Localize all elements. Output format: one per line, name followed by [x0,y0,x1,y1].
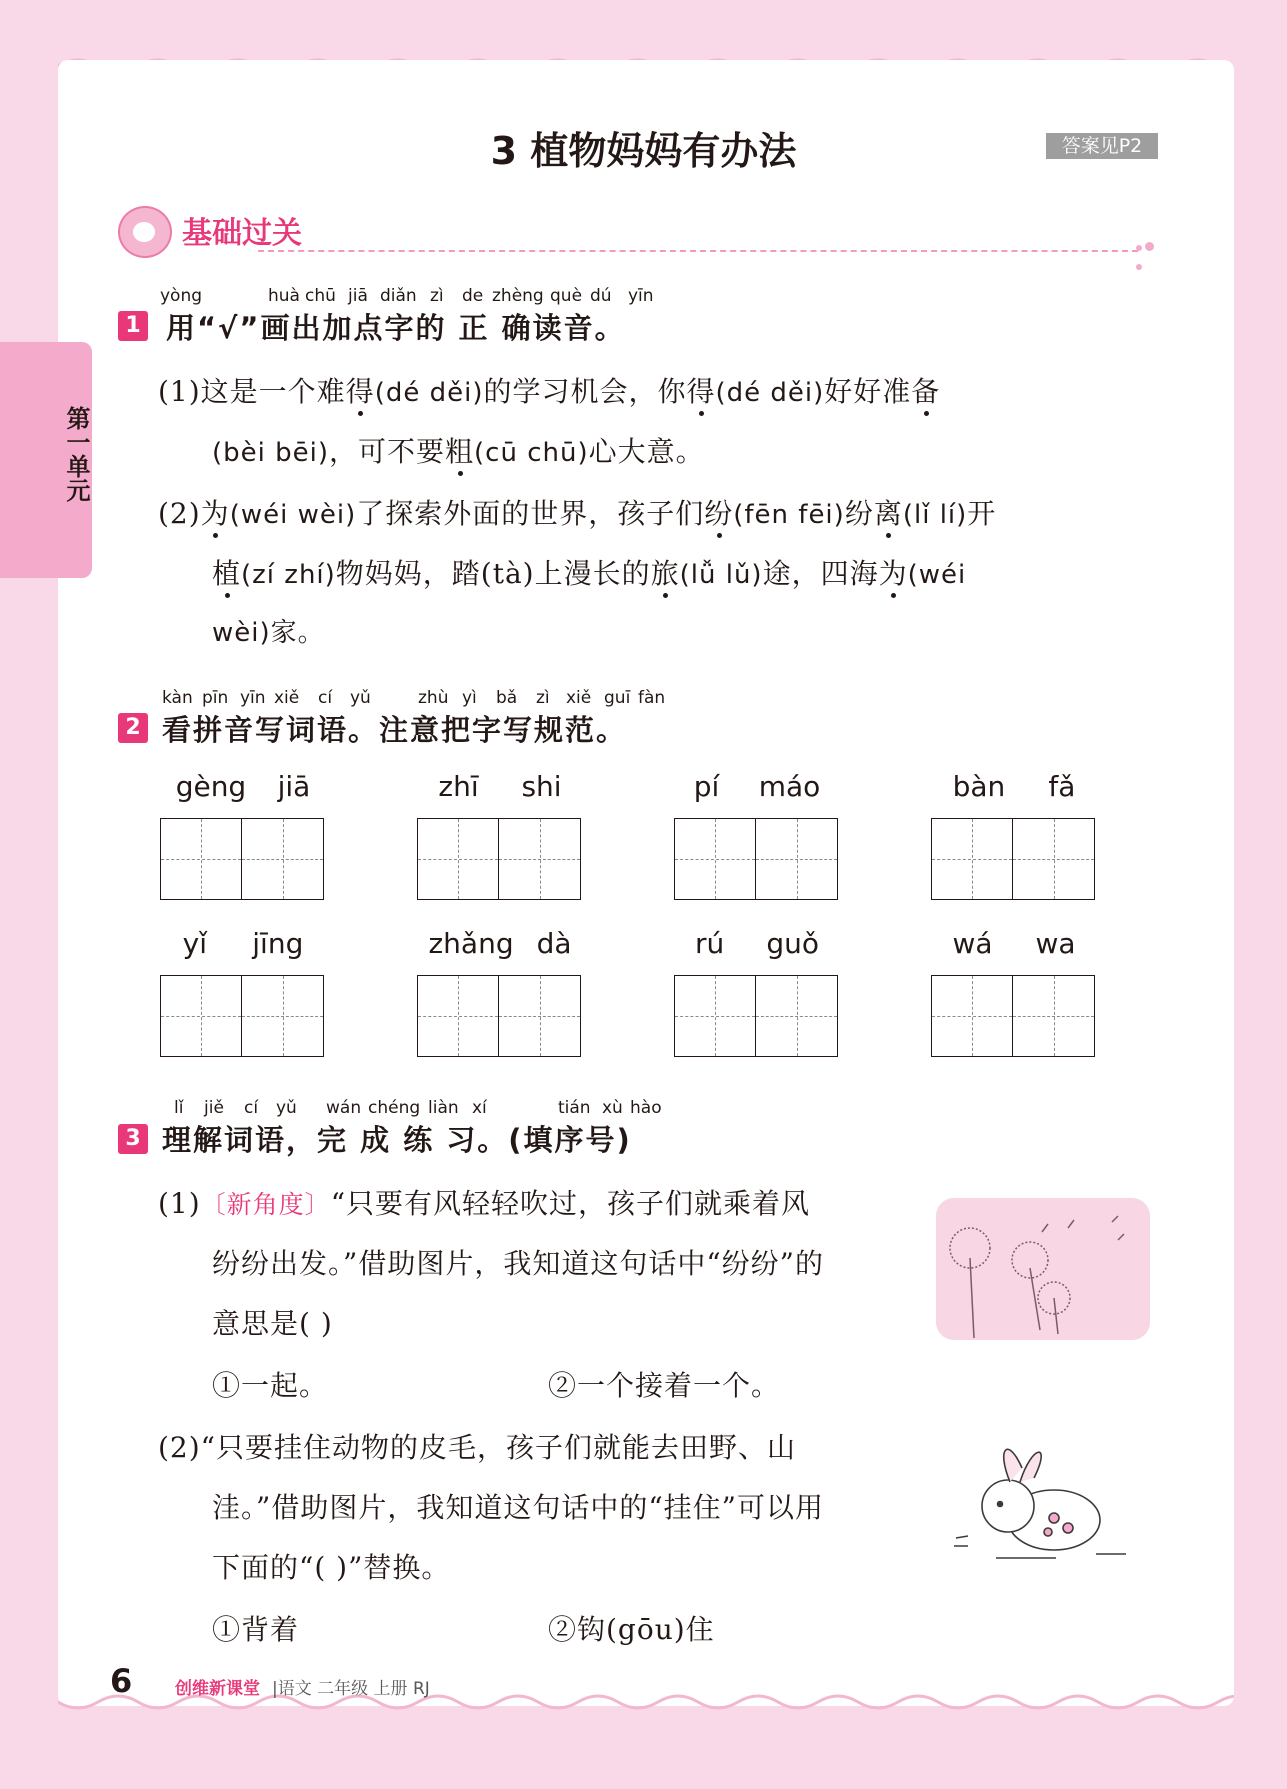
pinyin-choice[interactable]: (cū chū) [474,438,589,468]
q3-pinyin-6: chéng [368,1098,421,1118]
text: ，可不要 [329,435,446,468]
unit-side-tab [0,342,92,578]
q3-pinyin-10: xù [602,1098,623,1118]
tianzige-box[interactable] [931,818,1013,900]
pinyin-syllable: guǒ [766,927,819,960]
tianzige-box[interactable] [160,818,242,900]
text: (1)这是一个难 [158,375,346,408]
pinyin-syllable: wa [1035,927,1076,960]
tianzige-box[interactable] [499,818,581,900]
text: 好好准 [824,375,912,408]
q1-pinyin-8: zhèng [492,286,544,306]
q1-pinyin-1: yòng [160,286,203,306]
book-info: |语文 二年级 上册 RJ [272,1679,430,1699]
pinyin-syllable: máo [758,770,821,803]
pinyin-syllable: bàn [952,770,1006,803]
q3-pinyin-8: xí [472,1098,487,1118]
q1-pinyin-7: de [462,286,484,306]
question-1-prompt: 用“√”画出加点字的 正 确读音。 [166,311,626,345]
writing-grid-item[interactable] [931,770,1097,900]
q1-pinyin-5: diǎn [380,286,417,306]
q3-item2-answer-blank[interactable]: 下面的“( )”替换。 [212,1551,451,1584]
text: (2) [158,497,201,530]
writing-grid-item[interactable] [160,927,326,1057]
pinyin-choice[interactable]: (lǚ lǔ) [679,560,763,590]
q1-pinyin-4: jiā [348,286,368,306]
text: “只要有风轻轻吹过，孩子们就乘着风 [330,1187,811,1220]
tianzige-box[interactable] [242,975,324,1057]
text: 途，四海 [762,557,879,590]
q3-pinyin-11: hào [630,1098,662,1118]
dotted-char: 离 [873,497,903,530]
q3-pinyin-2: jiě [204,1098,224,1118]
writing-grid-item[interactable] [931,927,1097,1057]
pinyin-choice[interactable]: wèi)家。 [212,618,325,648]
question-number-1: 1 [118,311,148,341]
pinyin-choice[interactable]: (zí zhí) [241,560,336,590]
dandelion-illustration [936,1198,1150,1340]
pinyin-choice[interactable]: (wéi wèi) [229,500,357,530]
dotted-char: 为 [200,497,230,530]
q1-pinyin-11: yīn [628,286,654,306]
q1-item1-line1 [158,370,940,410]
pinyin-syllable: jiā [277,770,311,803]
q3-item1-option-2: ②一个接着一个。 [548,1369,781,1402]
q3-item2-option-2: ②钩(gōu)住 [548,1613,715,1646]
q1-item2-line3 [212,612,325,649]
tianzige-box[interactable] [756,818,838,900]
tianzige-box[interactable] [242,818,324,900]
text: (1) [158,1187,201,1220]
q3-pinyin-7: liàn [428,1098,459,1118]
section-divider [258,250,1138,252]
tianzige-box[interactable] [1013,818,1095,900]
decorative-dots-icon [1136,236,1158,274]
pinyin-syllable: dà [536,927,572,960]
text: 的学习机会，你 [483,375,687,408]
text: 开 [967,497,997,530]
rabbit-illustration [936,1428,1150,1578]
q2-pinyin-3: yīn [240,688,266,708]
writing-grid-item[interactable] [674,770,840,900]
dotted-char: 得 [345,375,375,408]
dotted-char: 粗 [445,435,475,468]
tianzige-box[interactable] [417,818,499,900]
question-number-2: 2 [118,713,148,743]
pinyin-choice[interactable]: (dé děi) [715,378,825,408]
tianzige-box[interactable] [160,975,242,1057]
pinyin-choice[interactable]: (fēn fēi) [733,500,845,530]
pinyin-syllable: jīng [252,927,304,960]
q2-pinyin-5: cí [318,688,333,708]
q2-pinyin-13: fàn [638,688,666,708]
q1-pinyin-9: què [550,286,583,306]
pinyin-choice[interactable]: (bèi bēi) [212,438,329,468]
q2-pinyin-12: guī [604,688,631,708]
pinyin-syllable: gèng [175,770,247,803]
q3-item1-line1 [158,1182,810,1222]
lesson-title: 3 植物妈妈有办法 [490,129,797,173]
answer-reference-badge: 答案见P2 [1046,133,1158,159]
tianzige-box[interactable] [499,975,581,1057]
section-label: 基础过关 [182,216,302,251]
text: 了探索外面的世界，孩子们 [356,497,705,530]
q2-pinyin-8: yì [462,688,477,708]
q3-item1-answer-blank[interactable]: 意思是( ) [212,1307,333,1340]
q2-pinyin-1: kàn [162,688,193,708]
q3-pinyin-5: wán [326,1098,362,1118]
q3-item2-line1: (2)“只要挂住动物的皮毛，孩子们就能去田野、山 [158,1431,796,1464]
pinyin-syllable: pí [693,770,720,803]
q1-pinyin-3: chū [305,286,336,306]
tianzige-box[interactable] [931,975,1013,1057]
tianzige-box[interactable] [674,818,756,900]
unit-label: 第一单元 [62,406,90,502]
writing-grid-item[interactable] [417,927,583,1057]
q3-pinyin-3: cí [244,1098,259,1118]
pinyin-choice[interactable]: (wéi [907,560,967,590]
question-2-prompt: 看拼音写词语。注意把字写规范。 [162,713,628,747]
pinyin-syllable: zhǎng [428,927,514,960]
section-header [118,202,1158,260]
question-3-prompt: 理解词语，完 成 练 习。(填序号) [162,1123,632,1157]
dotted-char: 植 [212,557,242,590]
q3-item2-option-1: ①背着 [212,1613,300,1646]
pinyin-choice[interactable]: (dé děi) [374,378,484,408]
pinyin-choice[interactable]: (lǐ lí) [902,500,968,530]
q1-pinyin-6: zì [430,286,444,306]
q1-pinyin-2: huà [268,286,300,306]
text: 纷 [844,497,874,530]
q1-item1-line2 [212,430,705,470]
text: 心大意。 [588,435,705,468]
new-angle-tag: 〔新角度〕 [200,1190,331,1219]
dotted-char: 备 [911,375,941,408]
q3-item1-option-1: ①一起。 [212,1369,329,1402]
q2-pinyin-2: pīn [202,688,229,708]
pinyin-syllable: zhī [438,770,479,803]
writing-grid-item[interactable] [160,770,326,900]
text: 物妈妈，踏(tà)上漫长的 [335,557,651,590]
q2-pinyin-6: yǔ [350,688,371,708]
tianzige-box[interactable] [674,975,756,1057]
q3-item2-line2: 洼。”借助图片，我知道这句话中的“挂住”可以用 [212,1491,824,1524]
q3-pinyin-4: yǔ [276,1098,297,1118]
q2-pinyin-9: bǎ [496,688,518,708]
q1-pinyin-10: dú [590,286,612,306]
pinyin-syllable: shi [521,770,562,803]
publisher-brand: 创维新课堂 [175,1679,260,1699]
q2-pinyin-11: xiě [566,688,592,708]
pinyin-syllable: yǐ [182,927,207,960]
q3-pinyin-9: tián [558,1098,591,1118]
writing-grid-item[interactable] [674,927,840,1057]
writing-grid-item[interactable] [417,770,583,900]
dotted-char: 纷 [704,497,734,530]
tianzige-box[interactable] [756,975,838,1057]
pinyin-syllable: wá [952,927,993,960]
q1-item2-line1 [158,492,996,532]
q2-pinyin-10: zì [536,688,550,708]
mascot-icon [118,206,172,258]
q2-pinyin-4: xiě [274,688,300,708]
pinyin-syllable: fǎ [1048,770,1076,803]
pinyin-syllable: rú [695,927,725,960]
q3-item1-line2: 纷纷出发。”借助图片，我知道这句话中“纷纷”的 [212,1247,824,1280]
dotted-char: 旅 [650,557,680,590]
tianzige-box[interactable] [417,975,499,1057]
question-number-3: 3 [118,1124,148,1154]
q3-pinyin-1: lǐ [174,1098,184,1118]
q2-pinyin-7: zhù [418,688,449,708]
tianzige-box[interactable] [1013,975,1095,1057]
page-number: 6 [110,1662,133,1700]
q1-item2-line2 [212,552,966,592]
dotted-char: 得 [686,375,716,408]
dotted-char: 为 [878,557,908,590]
